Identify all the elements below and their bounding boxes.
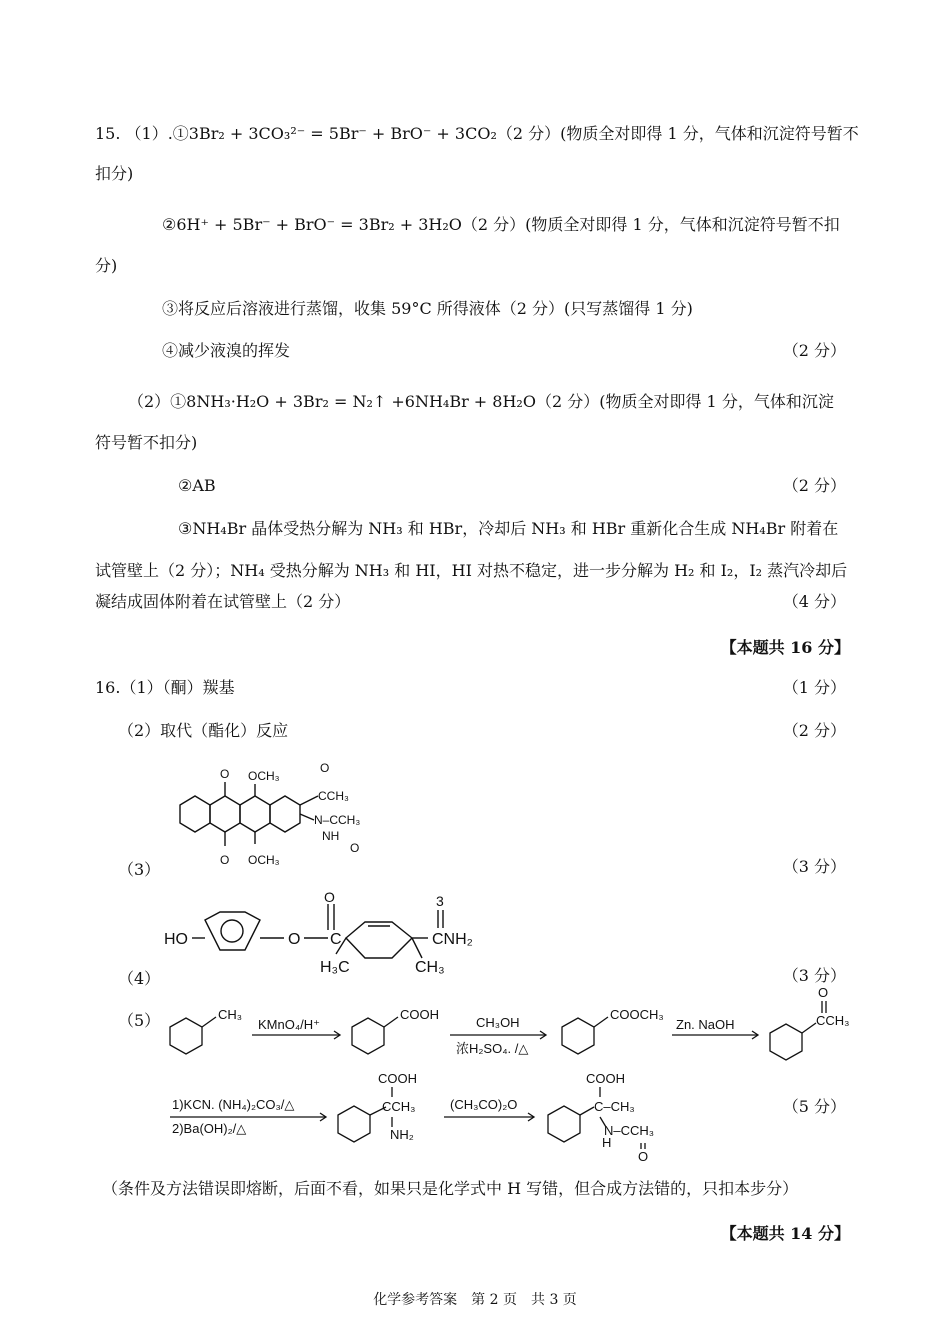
q15-q2-line1: （2）①8NH₃·H₂O + 3Br₂ = N₂↑ +6NH₄Br + 8H₂O（2 分）(物质全对即得 1 分，气体和沉淀	[128, 392, 834, 411]
q15-q2-ab-score: （2 分）	[782, 476, 846, 495]
s5-final-cooh: COOH	[586, 1071, 625, 1086]
s5-final-n: N–CCH₃	[604, 1123, 655, 1138]
s5-reagent-2-bottom: 浓H₂SO₄. /△	[456, 1041, 529, 1056]
q16-answer4-structure	[160, 892, 510, 982]
s5-amino-nh2: NH₂	[390, 1127, 414, 1142]
s5-amino-cch3: CCH₃	[382, 1099, 416, 1114]
page-footer: 化学参考答案 第 2 页 共 3 页	[373, 1292, 577, 1308]
s4-label-3: O	[324, 892, 335, 905]
s4-label-7: CH₃	[415, 959, 445, 976]
s5-ketone-cch3: CCH₃	[816, 1013, 850, 1028]
s5-reagent-1: KMnO₄/H⁺	[258, 1017, 321, 1032]
q16-answer2-score: （2 分）	[782, 721, 846, 740]
s3-label-5: NH	[322, 829, 340, 843]
ester-ring	[562, 1018, 594, 1054]
s4-label-0: HO	[164, 931, 188, 948]
s3-label-8: OCH₃	[248, 853, 280, 867]
s3-label-0: O	[220, 767, 230, 781]
q16-answer3-structure	[150, 760, 410, 880]
s3-label-6: O	[350, 841, 360, 855]
q16-answer3-score: （3 分）	[782, 857, 846, 876]
q16-answer4-score: （3 分）	[782, 966, 846, 985]
benzoic-ring	[352, 1018, 384, 1054]
q15-part4: ④减少液溴的挥发	[162, 341, 291, 360]
s4-label-2: C	[330, 931, 342, 948]
benzene-ring-1	[180, 796, 210, 832]
s5-final-h: H	[602, 1135, 612, 1150]
ketone-ring	[770, 1024, 802, 1060]
s3-label-3: CCH₃	[318, 789, 349, 803]
q16-answer1: 16.（1）（酮）羰基	[95, 678, 235, 697]
q15-q2-p3-score: （4 分）	[782, 592, 846, 611]
s4-label-5: CNH₂	[432, 931, 473, 948]
q16-answer1-score: （1 分）	[782, 678, 846, 697]
q15-q2-line2: 符号暂不扣分)	[95, 433, 198, 452]
s5-final-o: O	[638, 1149, 649, 1164]
s4-label-1: O	[288, 931, 301, 948]
q16-answer3-label: （3）	[118, 860, 161, 879]
s5-reagent-2-top: CH₃OH	[476, 1015, 520, 1030]
s5-ketone-o: O	[818, 985, 829, 1000]
phenol-ring	[205, 912, 260, 950]
s4-label-6: H₃C	[320, 959, 350, 976]
benzene-ring-2	[240, 796, 270, 832]
s5-amino-cooh: COOH	[378, 1071, 417, 1086]
s5-ester: COOCH₃	[610, 1007, 664, 1022]
quinone-ring	[210, 796, 240, 832]
s5-toluene-ch3: CH₃	[218, 1007, 243, 1022]
s5-reagent-4-bottom: 2)Ba(OH)₂/△	[172, 1121, 247, 1136]
q15-q2-ab: ②AB	[178, 476, 216, 495]
toluene-ring	[170, 1018, 202, 1054]
q15-q2-p3-line3: 凝结成固体附着在试管壁上（2 分）	[95, 592, 351, 611]
s5-final-c: C–CH₃	[594, 1099, 635, 1114]
s5-reagent-4-top: 1)KCN. (NH₄)₂CO₃/△	[172, 1097, 295, 1112]
s3-label-4: N–CCH₃	[314, 813, 361, 827]
q16-answer4-label: （4）	[118, 969, 161, 988]
q16-answer5-synthesis	[150, 985, 870, 1165]
s5-reagent-3: Zn. NaOH	[676, 1017, 735, 1032]
q16-total: 【本题共 14 分】	[720, 1224, 850, 1243]
q15-part1-line2: 扣分)	[95, 164, 134, 183]
q16-answer2: （2）取代（酯化）反应	[118, 721, 289, 740]
q16-answer5-label: （5）	[118, 1011, 161, 1030]
s4-label-4: 3	[436, 893, 444, 909]
q15-q2-p3-line2: 试管壁上（2 分）；NH₄ 受热分解为 NH₃ 和 HI，HI 对热不稳定，进一步分解为 H₂ 和 I₂，I₂ 蒸汽冷却后	[95, 561, 848, 580]
q15-part3: ③将反应后溶液进行蒸馏，收集 59°C 所得液体（2 分）(只写蒸馏得 1 分)	[162, 299, 693, 318]
q15-q2-p3-line1: ③NH₄Br 晶体受热分解为 NH₃ 和 HBr，冷却后 NH₃ 和 HBr 重新化合生成 NH₄Br 附着在	[178, 519, 839, 538]
s3-label-1: OCH₃	[248, 769, 280, 783]
q15-part1-line1: 15. （1）.①3Br₂ + 3CO₃²⁻ = 5Br⁻ + BrO⁻ + 3CO₂（2 分）(物质全对即得 1 分，气体和沉淀符号暂不	[95, 124, 859, 143]
q16-note: （条件及方法错误即熔断，后面不看，如果只是化学式中 H 写错，但合成方法错的，只扣本步分）	[102, 1179, 799, 1198]
q15-part4-score: （2 分）	[782, 341, 846, 360]
q16-answer5-score: （5 分）	[782, 1097, 846, 1116]
s3-label-7: O	[220, 853, 230, 867]
q15-part2-line1: ②6H⁺ + 5Br⁻ + BrO⁻ = 3Br₂ + 3H₂O（2 分）(物质全对即得 1 分，气体和沉淀符号暂不扣	[162, 215, 840, 234]
final-product-ring	[548, 1106, 580, 1142]
q15-part2-line2: 分)	[95, 256, 118, 275]
s5-reagent-5: (CH₃CO)₂O	[450, 1097, 518, 1112]
q15-total: 【本题共 16 分】	[720, 638, 850, 657]
s3-label-2: O	[320, 761, 330, 775]
cyclohexane-ring	[270, 796, 300, 832]
cyclohexene-ring	[346, 922, 412, 958]
s5-benzoic-cooh: COOH	[400, 1007, 439, 1022]
amino-acid-ring	[338, 1106, 370, 1142]
